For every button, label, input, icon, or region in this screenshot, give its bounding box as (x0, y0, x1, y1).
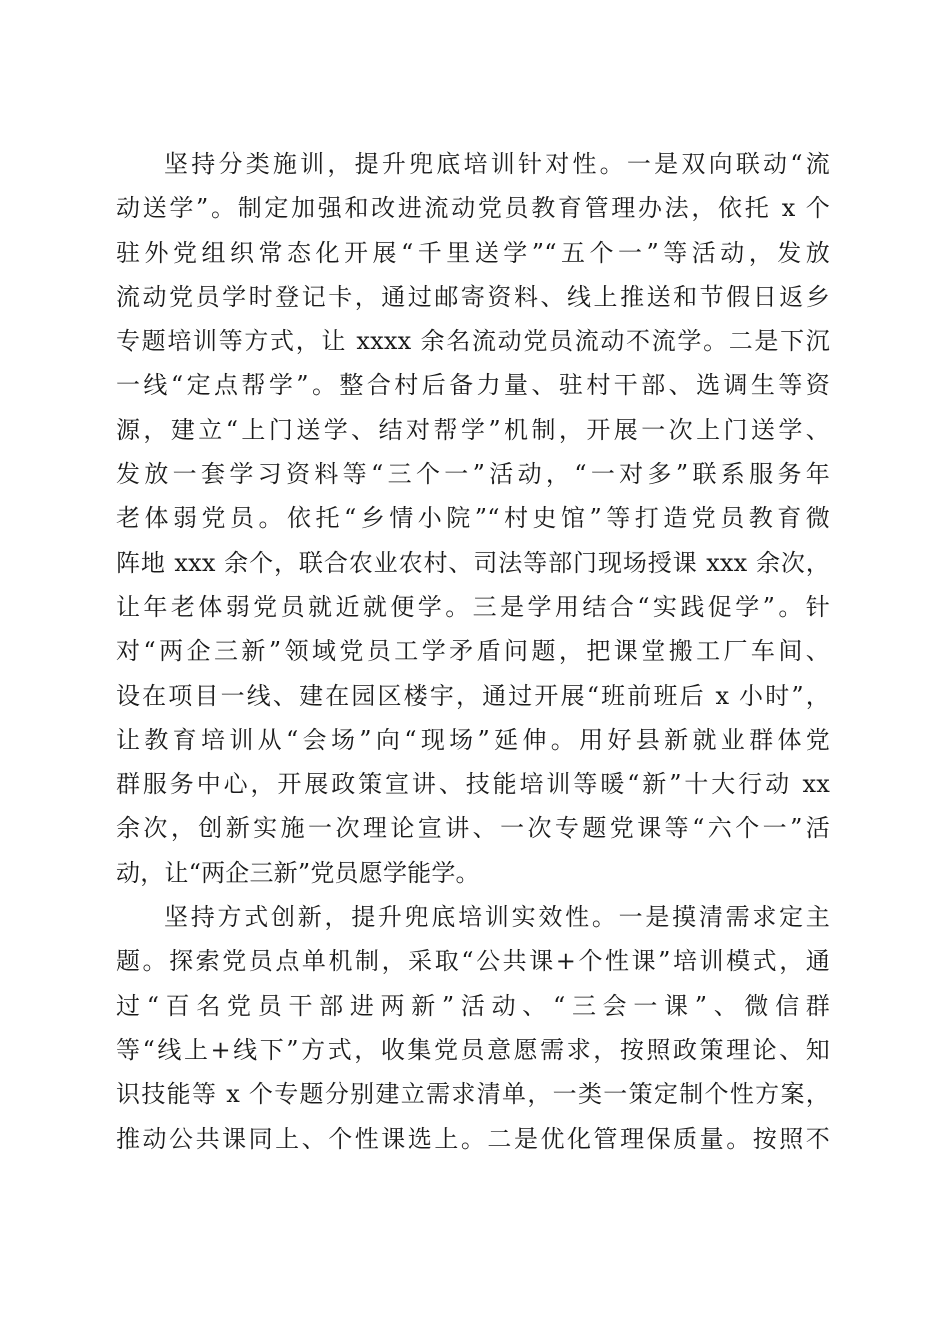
text-line: 动送学”。制定加强和改进流动党员教育管理办法，依托 x 个 (116, 194, 830, 223)
text-line: 推动公共课同上、个性课选上。二是优化管理保质量。按照不 (116, 1124, 830, 1153)
text-line: 老体弱党员。依托“乡情小院”“村史馆”等打造党员教育微 (116, 504, 830, 533)
body-text (116, 142, 830, 1161)
text-line: 一线“定点帮学”。整合村后备力量、驻村干部、选调生等资 (116, 371, 830, 400)
text-line: 阵地 xxx 余个，联合农业农村、司法等部门现场授课 xxx 余次， (116, 548, 830, 577)
text-line: 对“两企三新”领域党员工学矛盾问题，把课堂搬工厂车间、 (116, 637, 830, 666)
text-line: 专题培训等方式，让 xxxx 余名流动党员流动不流学。二是下沉 (116, 327, 830, 356)
text-line: 源，建立“上门送学、结对帮学”机制，开展一次上门送学、 (116, 415, 830, 444)
text-line: 题。探索党员点单机制，采取“公共课+个性课”培训模式，通 (116, 947, 830, 976)
paragraph-2 (116, 895, 830, 1161)
text-line: 驻外党组织常态化开展“千里送学”“五个一”等活动，发放 (116, 238, 830, 267)
text-line: 设在项目一线、建在园区楼宇，通过开展“班前班后 x 小时”， (116, 681, 830, 710)
text-line: 坚持方式创新，提升兜底培训实效性。一是摸清需求定主 (164, 903, 830, 932)
text-line: 识技能等 x 个专题分别建立需求清单，一类一策定制个性方案， (116, 1080, 830, 1109)
text-line: 发放一套学习资料等“三个一”活动，“一对多”联系服务年 (116, 460, 830, 489)
text-line: 让教育培训从“会场”向“现场”延伸。用好县新就业群体党 (116, 725, 830, 754)
paragraph-1 (116, 142, 830, 895)
text-line: 坚持分类施训，提升兜底培训针对性。一是双向联动“流 (164, 150, 830, 178)
text-line: 动，让“两企三新”党员愿学能学。 (116, 858, 480, 887)
text-line: 流动党员学时登记卡，通过邮寄资料、线上推送和节假日返乡 (116, 282, 830, 311)
text-line: 过“百名党员干部进两新”活动、“三会一课”、微信群 (116, 991, 830, 1020)
text-line: 让年老体弱党员就近就便学。三是学用结合“实践促学”。针 (116, 592, 830, 621)
text-line: 余次，创新实施一次理论宣讲、一次专题党课等“六个一”活 (116, 814, 830, 843)
text-line: 等“线上+线下”方式，收集党员意愿需求，按照政策理论、知 (116, 1035, 830, 1064)
text-line: 群服务中心，开展政策宣讲、技能培训等暖“新”十大行动 xx (116, 770, 830, 799)
